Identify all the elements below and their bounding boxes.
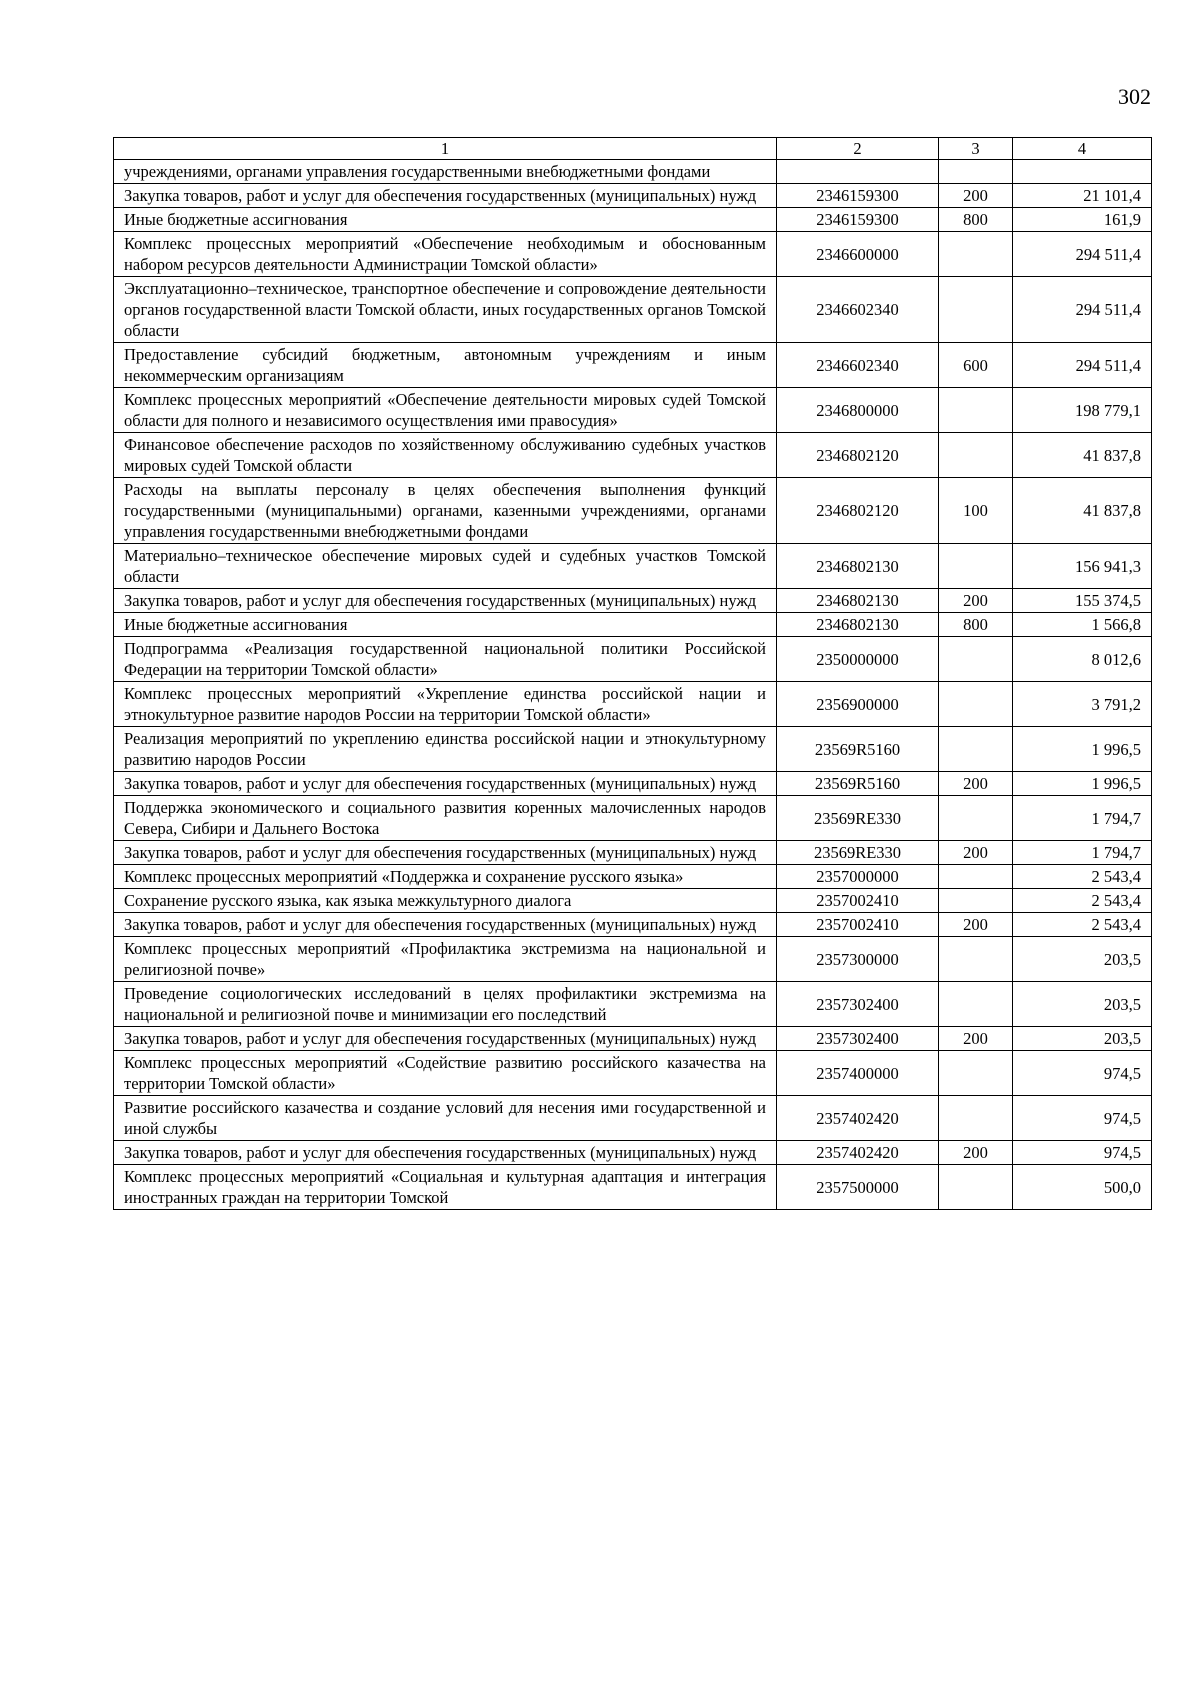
table-row <box>114 478 1152 544</box>
cell-sum: 161,9 <box>1013 208 1152 232</box>
cell-sum: 974,5 <box>1013 1051 1152 1096</box>
budget-table <box>113 137 1152 1210</box>
table-row <box>114 589 1152 613</box>
cell-type <box>939 433 1013 478</box>
cell-code: 2346800000 <box>777 388 939 433</box>
table-row <box>114 1165 1152 1210</box>
table-row <box>114 682 1152 727</box>
table-row <box>114 1027 1152 1051</box>
cell-name: Предоставление субсидий бюджетным, автономным учреждениям и иным некоммерческим организациям <box>114 343 777 388</box>
cell-type: 100 <box>939 478 1013 544</box>
cell-type <box>939 232 1013 277</box>
cell-code: 2346802130 <box>777 613 939 637</box>
cell-sum: 2 543,4 <box>1013 913 1152 937</box>
cell-name: Материально–техническое обеспечение мировых судей и судебных участков Томской области <box>114 544 777 589</box>
cell-type <box>939 544 1013 589</box>
cell-sum: 500,0 <box>1013 1165 1152 1210</box>
cell-code: 2357000000 <box>777 865 939 889</box>
cell-sum: 21 101,4 <box>1013 184 1152 208</box>
cell-code: 23569RE330 <box>777 796 939 841</box>
cell-name: Комплекс процессных мероприятий «Обеспечение необходимым и обоснованным набором ресурсов деятельности Администрации Томской области» <box>114 232 777 277</box>
cell-code: 2346802120 <box>777 433 939 478</box>
cell-code: 2346602340 <box>777 277 939 343</box>
cell-type: 200 <box>939 1027 1013 1051</box>
cell-sum: 41 837,8 <box>1013 478 1152 544</box>
cell-type: 200 <box>939 1141 1013 1165</box>
page-number: 302 <box>1118 84 1151 109</box>
cell-code: 2357300000 <box>777 937 939 982</box>
cell-type: 200 <box>939 913 1013 937</box>
cell-sum: 203,5 <box>1013 982 1152 1027</box>
cell-name: Финансовое обеспечение расходов по хозяйственному обслуживанию судебных участков мировых судей Томской области <box>114 433 777 478</box>
cell-name: Расходы на выплаты персоналу в целях обеспечения выполнения функций государственными (муниципальными) органами, казенными учреждениями, органами управления государственными внебюджетными фондами <box>114 478 777 544</box>
table-row <box>114 913 1152 937</box>
cell-sum <box>1013 160 1152 184</box>
table-row <box>114 937 1152 982</box>
table-row <box>114 208 1152 232</box>
cell-code: 2357402420 <box>777 1096 939 1141</box>
cell-code: 2357002410 <box>777 889 939 913</box>
cell-sum: 294 511,4 <box>1013 343 1152 388</box>
table-row <box>114 865 1152 889</box>
cell-type: 200 <box>939 184 1013 208</box>
cell-type: 200 <box>939 589 1013 613</box>
cell-sum: 2 543,4 <box>1013 889 1152 913</box>
cell-code: 2346602340 <box>777 343 939 388</box>
cell-sum: 156 941,3 <box>1013 544 1152 589</box>
cell-type <box>939 1165 1013 1210</box>
table-row <box>114 727 1152 772</box>
cell-name: Развитие российского казачества и создание условий для несения ими государственной и иной службы <box>114 1096 777 1141</box>
cell-type <box>939 796 1013 841</box>
cell-type: 600 <box>939 343 1013 388</box>
cell-sum: 203,5 <box>1013 1027 1152 1051</box>
cell-code: 2346159300 <box>777 208 939 232</box>
cell-name: Реализация мероприятий по укреплению единства российской нации и этнокультурному развитию народов России <box>114 727 777 772</box>
cell-sum: 198 779,1 <box>1013 388 1152 433</box>
cell-type <box>939 937 1013 982</box>
table-row <box>114 889 1152 913</box>
cell-name: Закупка товаров, работ и услуг для обеспечения государственных (муниципальных) нужд <box>114 589 777 613</box>
cell-code: 2346159300 <box>777 184 939 208</box>
cell-sum: 974,5 <box>1013 1096 1152 1141</box>
cell-name: Подпрограмма «Реализация государственной национальной политики Российской Федерации на территории Томской области» <box>114 637 777 682</box>
cell-type <box>939 277 1013 343</box>
cell-name: Поддержка экономического и социального развития коренных малочисленных народов Севера, Сибири и Дальнего Востока <box>114 796 777 841</box>
cell-type <box>939 1096 1013 1141</box>
table-row <box>114 1096 1152 1141</box>
cell-code: 23569R5160 <box>777 727 939 772</box>
cell-code: 2346802120 <box>777 478 939 544</box>
table-row <box>114 277 1152 343</box>
cell-code: 23569R5160 <box>777 772 939 796</box>
column-header-code: 2 <box>777 138 939 160</box>
cell-sum: 1 996,5 <box>1013 727 1152 772</box>
cell-name: Иные бюджетные ассигнования <box>114 613 777 637</box>
table-row <box>114 982 1152 1027</box>
cell-code: 2346802130 <box>777 544 939 589</box>
cell-sum: 155 374,5 <box>1013 589 1152 613</box>
cell-sum: 294 511,4 <box>1013 232 1152 277</box>
cell-type <box>939 637 1013 682</box>
cell-sum: 1 566,8 <box>1013 613 1152 637</box>
cell-type <box>939 865 1013 889</box>
cell-name: Эксплуатационно–техническое, транспортное обеспечение и сопровождение деятельности органов государственной власти Томской области, иных государственных органов Томской области <box>114 277 777 343</box>
column-header-type: 3 <box>939 138 1013 160</box>
cell-type <box>939 388 1013 433</box>
cell-name: Закупка товаров, работ и услуг для обеспечения государственных (муниципальных) нужд <box>114 1141 777 1165</box>
cell-name: Закупка товаров, работ и услуг для обеспечения государственных (муниципальных) нужд <box>114 184 777 208</box>
cell-type <box>939 1051 1013 1096</box>
cell-name: Закупка товаров, работ и услуг для обеспечения государственных (муниципальных) нужд <box>114 772 777 796</box>
cell-code: 2346802130 <box>777 589 939 613</box>
cell-type <box>939 682 1013 727</box>
cell-code: 2357002410 <box>777 913 939 937</box>
cell-sum: 1 794,7 <box>1013 841 1152 865</box>
table-header-row <box>114 138 1152 160</box>
table-row <box>114 772 1152 796</box>
table-row <box>114 232 1152 277</box>
cell-sum: 3 791,2 <box>1013 682 1152 727</box>
table-row <box>114 160 1152 184</box>
cell-name: Закупка товаров, работ и услуг для обеспечения государственных (муниципальных) нужд <box>114 913 777 937</box>
cell-code: 23569RE330 <box>777 841 939 865</box>
cell-type: 200 <box>939 841 1013 865</box>
table-row <box>114 433 1152 478</box>
cell-name: Комплекс процессных мероприятий «Социальная и культурная адаптация и интеграция иностранных граждан на территории Томской <box>114 1165 777 1210</box>
cell-name: Проведение социологических исследований в целях профилактики экстремизма на национальной и религиозной почве и минимизации его последствий <box>114 982 777 1027</box>
cell-type <box>939 727 1013 772</box>
table-row <box>114 841 1152 865</box>
cell-sum: 974,5 <box>1013 1141 1152 1165</box>
cell-code: 2357302400 <box>777 982 939 1027</box>
cell-sum: 294 511,4 <box>1013 277 1152 343</box>
cell-type <box>939 982 1013 1027</box>
cell-name: Закупка товаров, работ и услуг для обеспечения государственных (муниципальных) нужд <box>114 841 777 865</box>
cell-code: 2356900000 <box>777 682 939 727</box>
table-body <box>114 160 1152 1210</box>
cell-code: 2346600000 <box>777 232 939 277</box>
cell-name: Комплекс процессных мероприятий «Укрепление единства российской нации и этнокультурное развитие народов России на территории Томской области» <box>114 682 777 727</box>
table-row <box>114 343 1152 388</box>
cell-type: 200 <box>939 772 1013 796</box>
cell-sum: 1 996,5 <box>1013 772 1152 796</box>
cell-sum: 2 543,4 <box>1013 865 1152 889</box>
cell-sum: 41 837,8 <box>1013 433 1152 478</box>
cell-name: Комплекс процессных мероприятий «Обеспечение деятельности мировых судей Томской области для полного и независимого осуществления ими правосудия» <box>114 388 777 433</box>
table-row <box>114 1141 1152 1165</box>
cell-sum: 8 012,6 <box>1013 637 1152 682</box>
table-row <box>114 184 1152 208</box>
table-row <box>114 388 1152 433</box>
table-row <box>114 796 1152 841</box>
cell-sum: 203,5 <box>1013 937 1152 982</box>
cell-type: 800 <box>939 208 1013 232</box>
cell-name: Закупка товаров, работ и услуг для обеспечения государственных (муниципальных) нужд <box>114 1027 777 1051</box>
table-row <box>114 613 1152 637</box>
cell-code: 2357302400 <box>777 1027 939 1051</box>
cell-code: 2357400000 <box>777 1051 939 1096</box>
cell-type: 800 <box>939 613 1013 637</box>
cell-name: Комплекс процессных мероприятий «Профилактика экстремизма на национальной и религиозной почве» <box>114 937 777 982</box>
cell-name: учреждениями, органами управления государственными внебюджетными фондами <box>114 160 777 184</box>
cell-code: 2357402420 <box>777 1141 939 1165</box>
column-header-sum: 4 <box>1013 138 1152 160</box>
cell-type <box>939 889 1013 913</box>
cell-code: 2357500000 <box>777 1165 939 1210</box>
table-row <box>114 637 1152 682</box>
cell-sum: 1 794,7 <box>1013 796 1152 841</box>
table-row <box>114 1051 1152 1096</box>
cell-code: 2350000000 <box>777 637 939 682</box>
cell-type <box>939 160 1013 184</box>
cell-name: Иные бюджетные ассигнования <box>114 208 777 232</box>
cell-code <box>777 160 939 184</box>
cell-name: Сохранение русского языка, как языка межкультурного диалога <box>114 889 777 913</box>
column-header-name: 1 <box>114 138 777 160</box>
table-row <box>114 544 1152 589</box>
cell-name: Комплекс процессных мероприятий «Содействие развитию российского казачества на территории Томской области» <box>114 1051 777 1096</box>
cell-name: Комплекс процессных мероприятий «Поддержка и сохранение русского языка» <box>114 865 777 889</box>
